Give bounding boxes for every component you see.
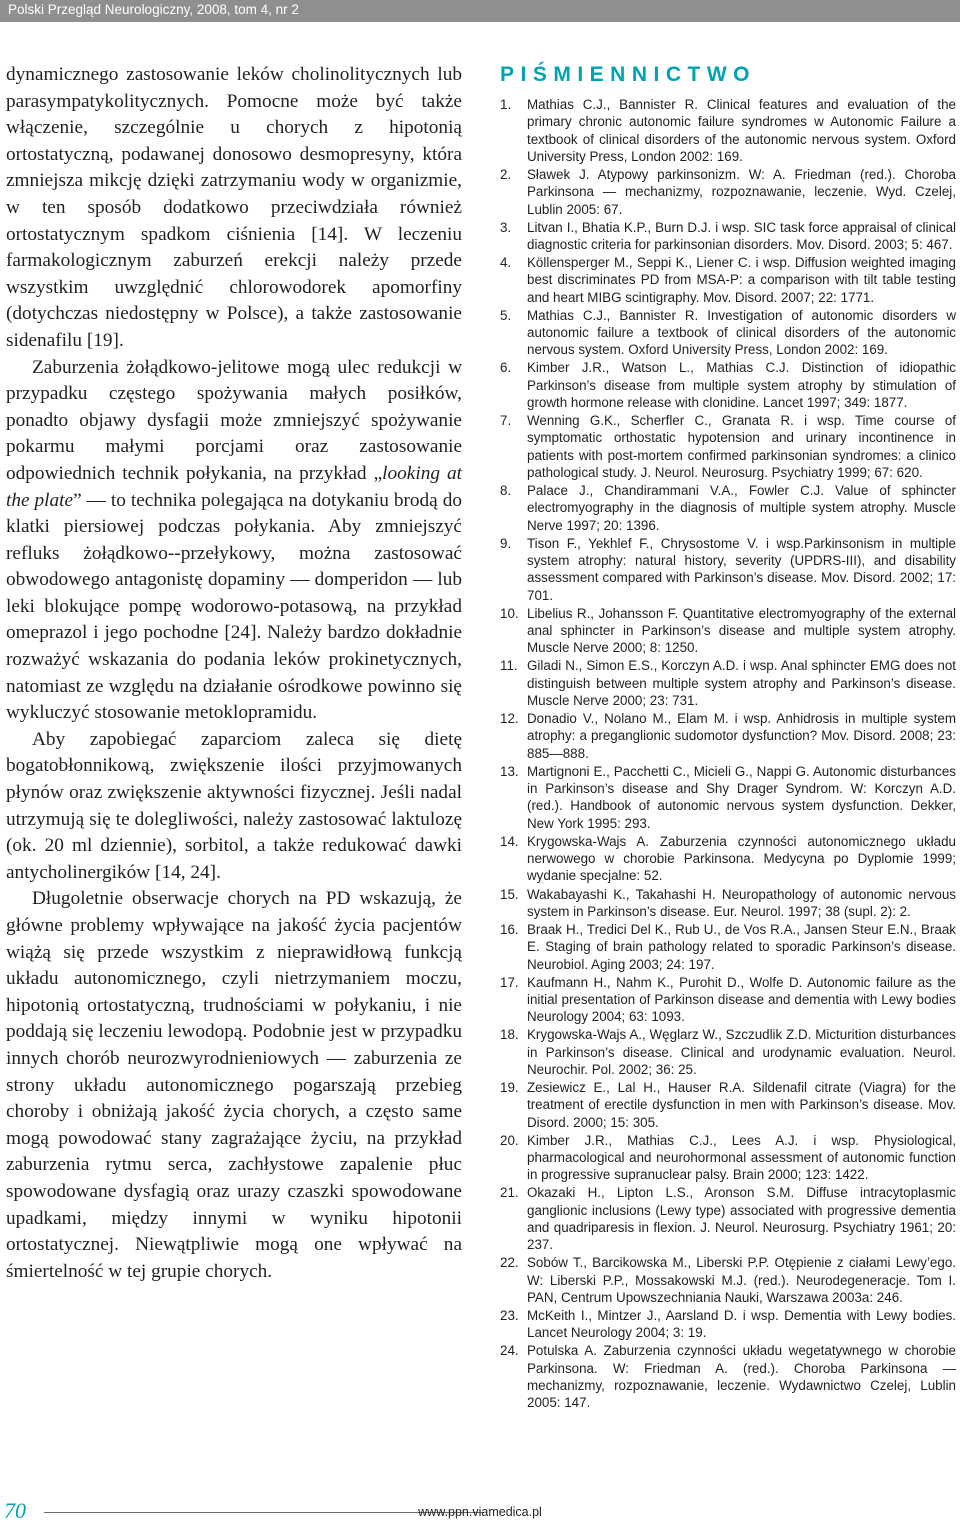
reference-text: Kimber J.R., Watson L., Mathias C.J. Distinction of idiopathic Parkinson’s disease from multiple system atrophy by stimulation of growth hormone release with clonidine. Lancet 1997; 349: 1877. xyxy=(527,360,956,411)
reference-item xyxy=(500,535,956,604)
journal-header-bar xyxy=(0,0,960,22)
references-heading: PIŚMIENNICTWO xyxy=(500,63,756,86)
italic-phrase: looking at the plate xyxy=(6,462,462,511)
reference-number: 21. xyxy=(500,1185,519,1201)
reference-text: Donadio V., Nolano M., Elam M. i wsp. Anhidrosis in multiple system atrophy: a preganglionic sudomotor dysfunction? Mov. Disord. 2008; 23: 885—888. xyxy=(527,711,956,761)
reference-item xyxy=(500,1254,956,1306)
reference-text: Giladi N., Simon E.S., Korczyn A.D. i wsp. Anal sphincter EMG does not distinguish between multiple system atrophy and Parkinson’s disease. Muscle Nerve 2000; 23: 731. xyxy=(527,658,956,709)
reference-item xyxy=(500,710,956,762)
reference-text: Braak H., Tredici Del K., Rub U., de Vos R.A., Jansen Steur E.N., Braak E. Staging of brain pathology related to sporadic Parkinson’s disease. Neurobiol. Aging 2003; 24: 197. xyxy=(527,921,956,972)
reference-text: Litvan I., Bhatia K.P., Burn D.J. i wsp. SIC task force appraisal of clinical diagnostic criteria for parkinsonian disorders. Mov. Disord. 2003; 5: 467. xyxy=(527,219,956,252)
page-number: 70 xyxy=(4,1498,26,1523)
reference-item xyxy=(500,359,956,411)
reference-number: 1. xyxy=(500,97,512,112)
reference-number: 19. xyxy=(500,1079,519,1095)
reference-text: Sławek J. Atypowy parkinsonizm. W: A. Friedman (red.). Choroba Parkinsona — mechanizmy, rozpoznawanie, leczenie. Wyd. Czelej, Lublin 2005: 67. xyxy=(527,166,956,217)
reference-number: 8. xyxy=(500,483,512,499)
reference-text: McKeith I., Mintzer J., Aarsland D. i wsp. Dementia with Lewy bodies. Lancet Neurology 2004; 3: 19. xyxy=(527,1308,956,1341)
reference-item xyxy=(500,1132,956,1184)
reference-number: 5. xyxy=(500,307,512,323)
reference-number: 15. xyxy=(500,886,519,902)
reference-text: Wenning G.K., Scherfler C., Granata R. i wsp. Time course of symptomatic orthostatic hypotension and urinary incontinence in patients with post-mortem confirmed parkinsonian syndromes: a clinico pathological study. J. Neurol. Neurosurg. Psychiatry 1999; 67: 620. xyxy=(527,413,956,481)
reference-item xyxy=(500,605,956,657)
reference-item xyxy=(500,1342,956,1411)
reference-text: Wakabayashi K., Takahashi H. Neuropathology of autonomic nervous system in Parkinson’s disease. Eur. Neurol. 1997; 38 (supl. 2): 2. xyxy=(527,886,956,919)
reference-item xyxy=(500,886,956,921)
reference-item xyxy=(500,307,956,359)
reference-text: Krygowska-Wajs A. Zaburzenia czynności autonomicznego układu nerwowego w chorobie Parkinsona. Medycyna po Dyplomie 1999; wydanie specjalne: 52. xyxy=(527,833,956,884)
reference-number: 9. xyxy=(500,535,512,551)
reference-text: Libelius R., Johansson F. Quantitative electromyography of the external anal sphincter in Parkinson’s disease and multiple system atrophy. Muscle Nerve 2000; 8: 1250. xyxy=(527,605,956,656)
reference-number: 2. xyxy=(500,166,512,182)
reference-number: 6. xyxy=(500,360,512,376)
reference-item xyxy=(500,833,956,885)
reference-item xyxy=(500,482,956,534)
reference-number: 14. xyxy=(500,833,519,849)
reference-number: 16. xyxy=(500,921,519,937)
reference-number: 24. xyxy=(500,1343,519,1359)
reference-text: Kimber J.R., Mathias C.J., Lees A.J. i wsp. Physiological, pharmacological and neurohormonal assessment of autonomic function in progressive supranuclear palsy. Brain 2000; 123: 1422. xyxy=(527,1132,956,1183)
reference-item xyxy=(500,166,956,218)
reference-item xyxy=(500,974,956,1026)
references-section xyxy=(500,62,956,1412)
reference-number: 17. xyxy=(500,974,519,990)
reference-item xyxy=(500,921,956,973)
footer-url: www.ppn.viamedica.pl xyxy=(418,1505,542,1519)
reference-text: Mathias C.J., Bannister R. Clinical features and evaluation of the primary chronic autonomic failure syndromes w Autonomic Failure a textbook of clinical disorders of the autonomic nervous system. Oxford University Press, London 2002: 169. xyxy=(527,97,956,164)
reference-text: Tison F., Yekhlef F., Chrysostome V. i wsp.Parkinsonism in multiple system atrophy: natural history, severity (UPDRS-III), and disability assessment compared with Parkinson’s disease. Mov. Disord. 2002; 17: 701. xyxy=(527,535,956,603)
reference-item xyxy=(500,1079,956,1131)
reference-number: 13. xyxy=(500,763,519,779)
body-paragraph: Długoletnie obserwacje chorych na PD wskazują, że główne problemy wpływające na jakość życia pacjentów wiążą się przede wszystkim z nieprawidłową funkcją układu autonomicznego, czyli nietrzymaniem moczu, hipotonią ortostatyczną, trudnościami w połykaniu, i nie poddają się leczeniu lewodopą. Podobnie jest w przypadku innych chorób neurozwyrodnieniowych — zaburzenia ze strony układu autonomicznego pogarszają przebieg choroby i obniżają jakość życia chorych, a często same mogą powodować stany zagrażające życiu, na przykład zaburzenia rytmu serca, zachłystowe zapalenie płuc spowodowane dysfagią oraz urazy czaszki spowodowane upadkami, między innymi w wyniku hipotonii ortostatycznej. Niewątpliwie mogą one wpływać na śmiertelność w tej grupie chorych. xyxy=(6,888,462,1282)
reference-item xyxy=(500,254,956,306)
reference-text: Martignoni E., Pacchetti C., Micieli G., Nappi G. Autonomic disturbances in Parkinson’s disease and Shy Drager Syndrom. W: Korczyn A.D. (red.). Handbook of autonomic nervous system dysfunction. Dekker, New York 1995: 293. xyxy=(527,763,956,831)
reference-item xyxy=(500,1184,956,1253)
reference-text: Zesiewicz E., Lal H., Hauser R.A. Sildenafil citrate (Viagra) for the treatment of erectile dysfunction in men with Parkinson’s disease. Mov. Disord. 2000; 15: 305. xyxy=(527,1079,956,1130)
article-body xyxy=(6,62,462,1285)
body-paragraph: dynamicznego zastosowanie leków cholinolitycznych lub parasympatykolitycznych. Pomocne może być także włączenie, szczególnie u chorych z hipotonią ortostatyczną, podawanej donosowo desmopresyny, która zmniejsza mikcję dzięki zatrzymaniu wody w organizmie, w ten sposób dodatkowo przeciwdziała również ortostatycznym spadkom ciśnienia [14]. W leczeniu farmakologicznym zaburzeń erekcji należy przede wszystkim uwzględnić chlorowodorek apomorfiny (dotychczas niedostępny w Polsce), a także zastosowanie sidenafilu [19]. xyxy=(6,64,462,351)
reference-item xyxy=(500,1026,956,1078)
reference-number: 23. xyxy=(500,1308,519,1324)
reference-text: Palace J., Chandirammani V.A., Fowler C.J. Value of sphincter electromyography in the diagnosis of multiple system atrophy. Muscle Nerve 1997; 20: 1396. xyxy=(527,483,956,533)
reference-item xyxy=(500,219,956,254)
reference-item xyxy=(500,657,956,709)
reference-number: 11. xyxy=(500,658,518,674)
reference-number: 22. xyxy=(500,1255,519,1271)
reference-number: 4. xyxy=(500,255,512,271)
body-paragraph: Zaburzenia żołądkowo-jelitowe mogą ulec redukcji w przypadku częstego spożywania małych posiłków, ponadto objawy dysfagii może zmniejszyć spożywanie pokarmu małymi porcjami oraz zastosowanie odpowiednich technik połykania, na przykład „looking at the plate” — to technika polegająca na dotykaniu brodą do klatki piersiowej podczas połykania. Aby zmniejszyć refluks żołądkowo--przełykowy, można zastosować obwodowego antagonistę dopaminy — domperidon — lub leki blokujące pompę wodorowo-potasową, na przykład omeprazol i jego pochodne [24]. Należy bardzo dokładnie rozważyć wskazania do podania leków prokinetycznych, natomiast ze względu na działanie ośrodkowe powinno się wykluczyć stosowanie metoklopramidu. xyxy=(6,356,462,724)
reference-text: Sobów T., Barcikowska M., Liberski P.P. Otępienie z ciałami Lewy’ego. W: Liberski P.P., Mossakowski M.J. (red.). Neurodegeneracje. Tom I. PAN, Centrum Upowszechniania Nauki, Warszawa 2003a: 246. xyxy=(527,1255,956,1305)
reference-text: Mathias C.J., Bannister R. Investigation of autonomic disorders w autonomic failure a textbook of clinical disorders of the autonomic nervous system. Oxford University Press, London 2002: 169. xyxy=(527,307,956,358)
reference-item xyxy=(500,763,956,832)
reference-number: 20. xyxy=(500,1132,519,1148)
reference-text: Kaufmann H., Nahm K., Purohit D., Wolfe D. Autonomic failure as the initial presentation of Parkinson disease and dementia with Lewy bodies Neurology 2004; 63: 1093. xyxy=(527,974,956,1025)
reference-number: 10. xyxy=(500,605,519,621)
reference-text: Okazaki H., Lipton L.S., Aronson S.M. Diffuse intracytoplasmic ganglionic inclusions (Lewy type) associated with progressive dementia and quadriparesis in flexion. J. Neurol. Neurosurg. Psychiatry 1961; 20: 237. xyxy=(527,1185,956,1253)
reference-number: 7. xyxy=(500,413,512,429)
reference-text: Krygowska-Wajs A., Węglarz W., Szczudlik Z.D. Micturition disturbances in Parkinson’s disease. Clinical and urodynamic evaluation. Neurol. Neurochir. Pol. 2002; 36: 25. xyxy=(527,1027,956,1077)
reference-number: 12. xyxy=(500,711,519,727)
references-list xyxy=(500,96,956,1412)
reference-number: 3. xyxy=(500,219,512,235)
reference-item xyxy=(500,1307,956,1342)
journal-title: Polski Przegląd Neurologiczny, 2008, tom 4, nr 2 xyxy=(8,2,299,17)
body-paragraph: Aby zapobiegać zaparciom zaleca się dietę bogatobłonnikową, zwiększenie ilości przyjmowanych płynów oraz zwiększenie aktywności fizycznej. Jeśli nadal utrzymują się te dolegliwości, należy zastosować laktulozę (ok. 20 ml dziennie), sorbitol, a także redukować dawki antycholinergików [14, 24]. xyxy=(6,728,462,883)
reference-item xyxy=(500,96,956,165)
reference-item xyxy=(500,412,956,481)
reference-text: Köllensperger M., Seppi K., Liener C. i wsp. Diffusion weighted imaging best discriminates PD from MSA-P: a comparison with tilt table testing and heart MIBG scintigraphy. Mov. Disord. 2007; 22: 1771. xyxy=(527,255,956,305)
reference-number: 18. xyxy=(500,1027,519,1043)
reference-text: Potulska A. Zaburzenia czynności układu wegetatywnego w chorobie Parkinsona. W: Friedman A. (red.). Choroba Parkinsona — mechanizmy, rozpoznawanie, leczenie. Wydawnictwo Czelej, Lublin 2005: 147. xyxy=(527,1343,956,1411)
